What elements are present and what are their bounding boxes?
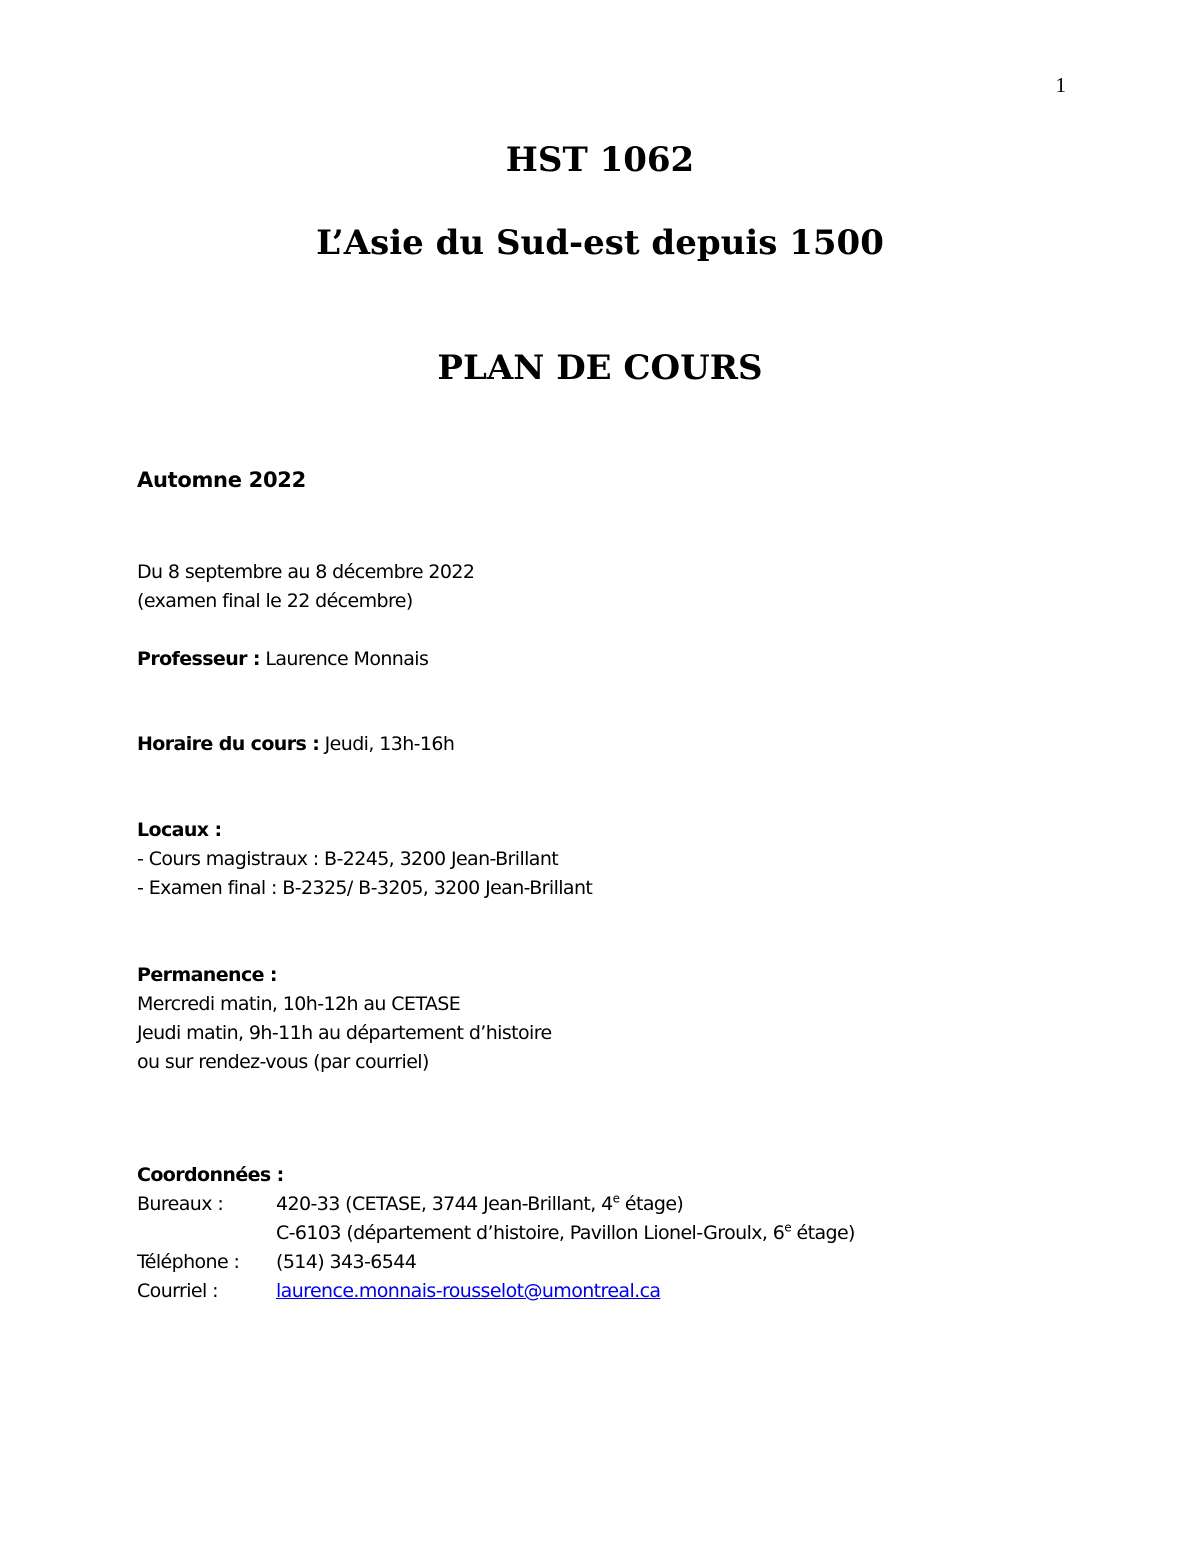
office-hours-line: Jeudi matin, 9h-11h au département d’histoire: [137, 1022, 552, 1044]
email-label: Courriel :: [137, 1280, 218, 1302]
date-range: Du 8 septembre au 8 décembre 2022: [137, 561, 475, 583]
rooms-lectures: - Cours magistraux : B-2245, 3200 Jean-Brillant: [137, 848, 559, 870]
phone-label: Téléphone :: [137, 1251, 240, 1273]
office-hours-label: Permanence :: [137, 964, 277, 986]
office-hours-block: [137, 961, 552, 1077]
semester-heading: Automne 2022: [137, 468, 306, 492]
page-number: 1: [1055, 73, 1066, 97]
dates-block: [137, 558, 474, 616]
office-2: C-6103 (département d’histoire, Pavillon Lionel-Groulx, 6e étage): [276, 1220, 855, 1244]
office-1: 420-33 (CETASE, 3744 Jean-Brillant, 4e étage): [276, 1191, 684, 1215]
office-hours-line: ou sur rendez-vous (par courriel): [137, 1051, 429, 1073]
office-hours-line: Mercredi matin, 10h-12h au CETASE: [137, 993, 461, 1015]
course-code: HST 1062: [505, 140, 695, 180]
contact-label: Coordonnées :: [137, 1164, 284, 1186]
final-exam-date: (examen final le 22 décembre): [137, 590, 413, 612]
offices-label: Bureaux :: [137, 1193, 224, 1215]
course-title: L’Asie du Sud-est depuis 1500: [316, 223, 884, 263]
schedule-label: Horaire du cours :: [137, 733, 320, 755]
schedule-value: Jeudi, 13h-16h: [319, 733, 455, 755]
professor-label: Professeur :: [137, 648, 260, 670]
rooms-label: Locaux :: [137, 819, 222, 841]
schedule-line: [137, 730, 454, 759]
rooms-exam: - Examen final : B-2325/ B-3205, 3200 Jean-Brillant: [137, 877, 593, 899]
contact-block: [137, 1161, 855, 1306]
document-title: PLAN DE COURS: [437, 348, 763, 388]
email-link[interactable]: laurence.monnais-rousselot@umontreal.ca: [276, 1280, 661, 1302]
professor-line: [137, 645, 428, 674]
professor-name: Laurence Monnais: [259, 648, 429, 670]
rooms-block: [137, 816, 592, 903]
phone-number: (514) 343-6544: [276, 1251, 417, 1273]
